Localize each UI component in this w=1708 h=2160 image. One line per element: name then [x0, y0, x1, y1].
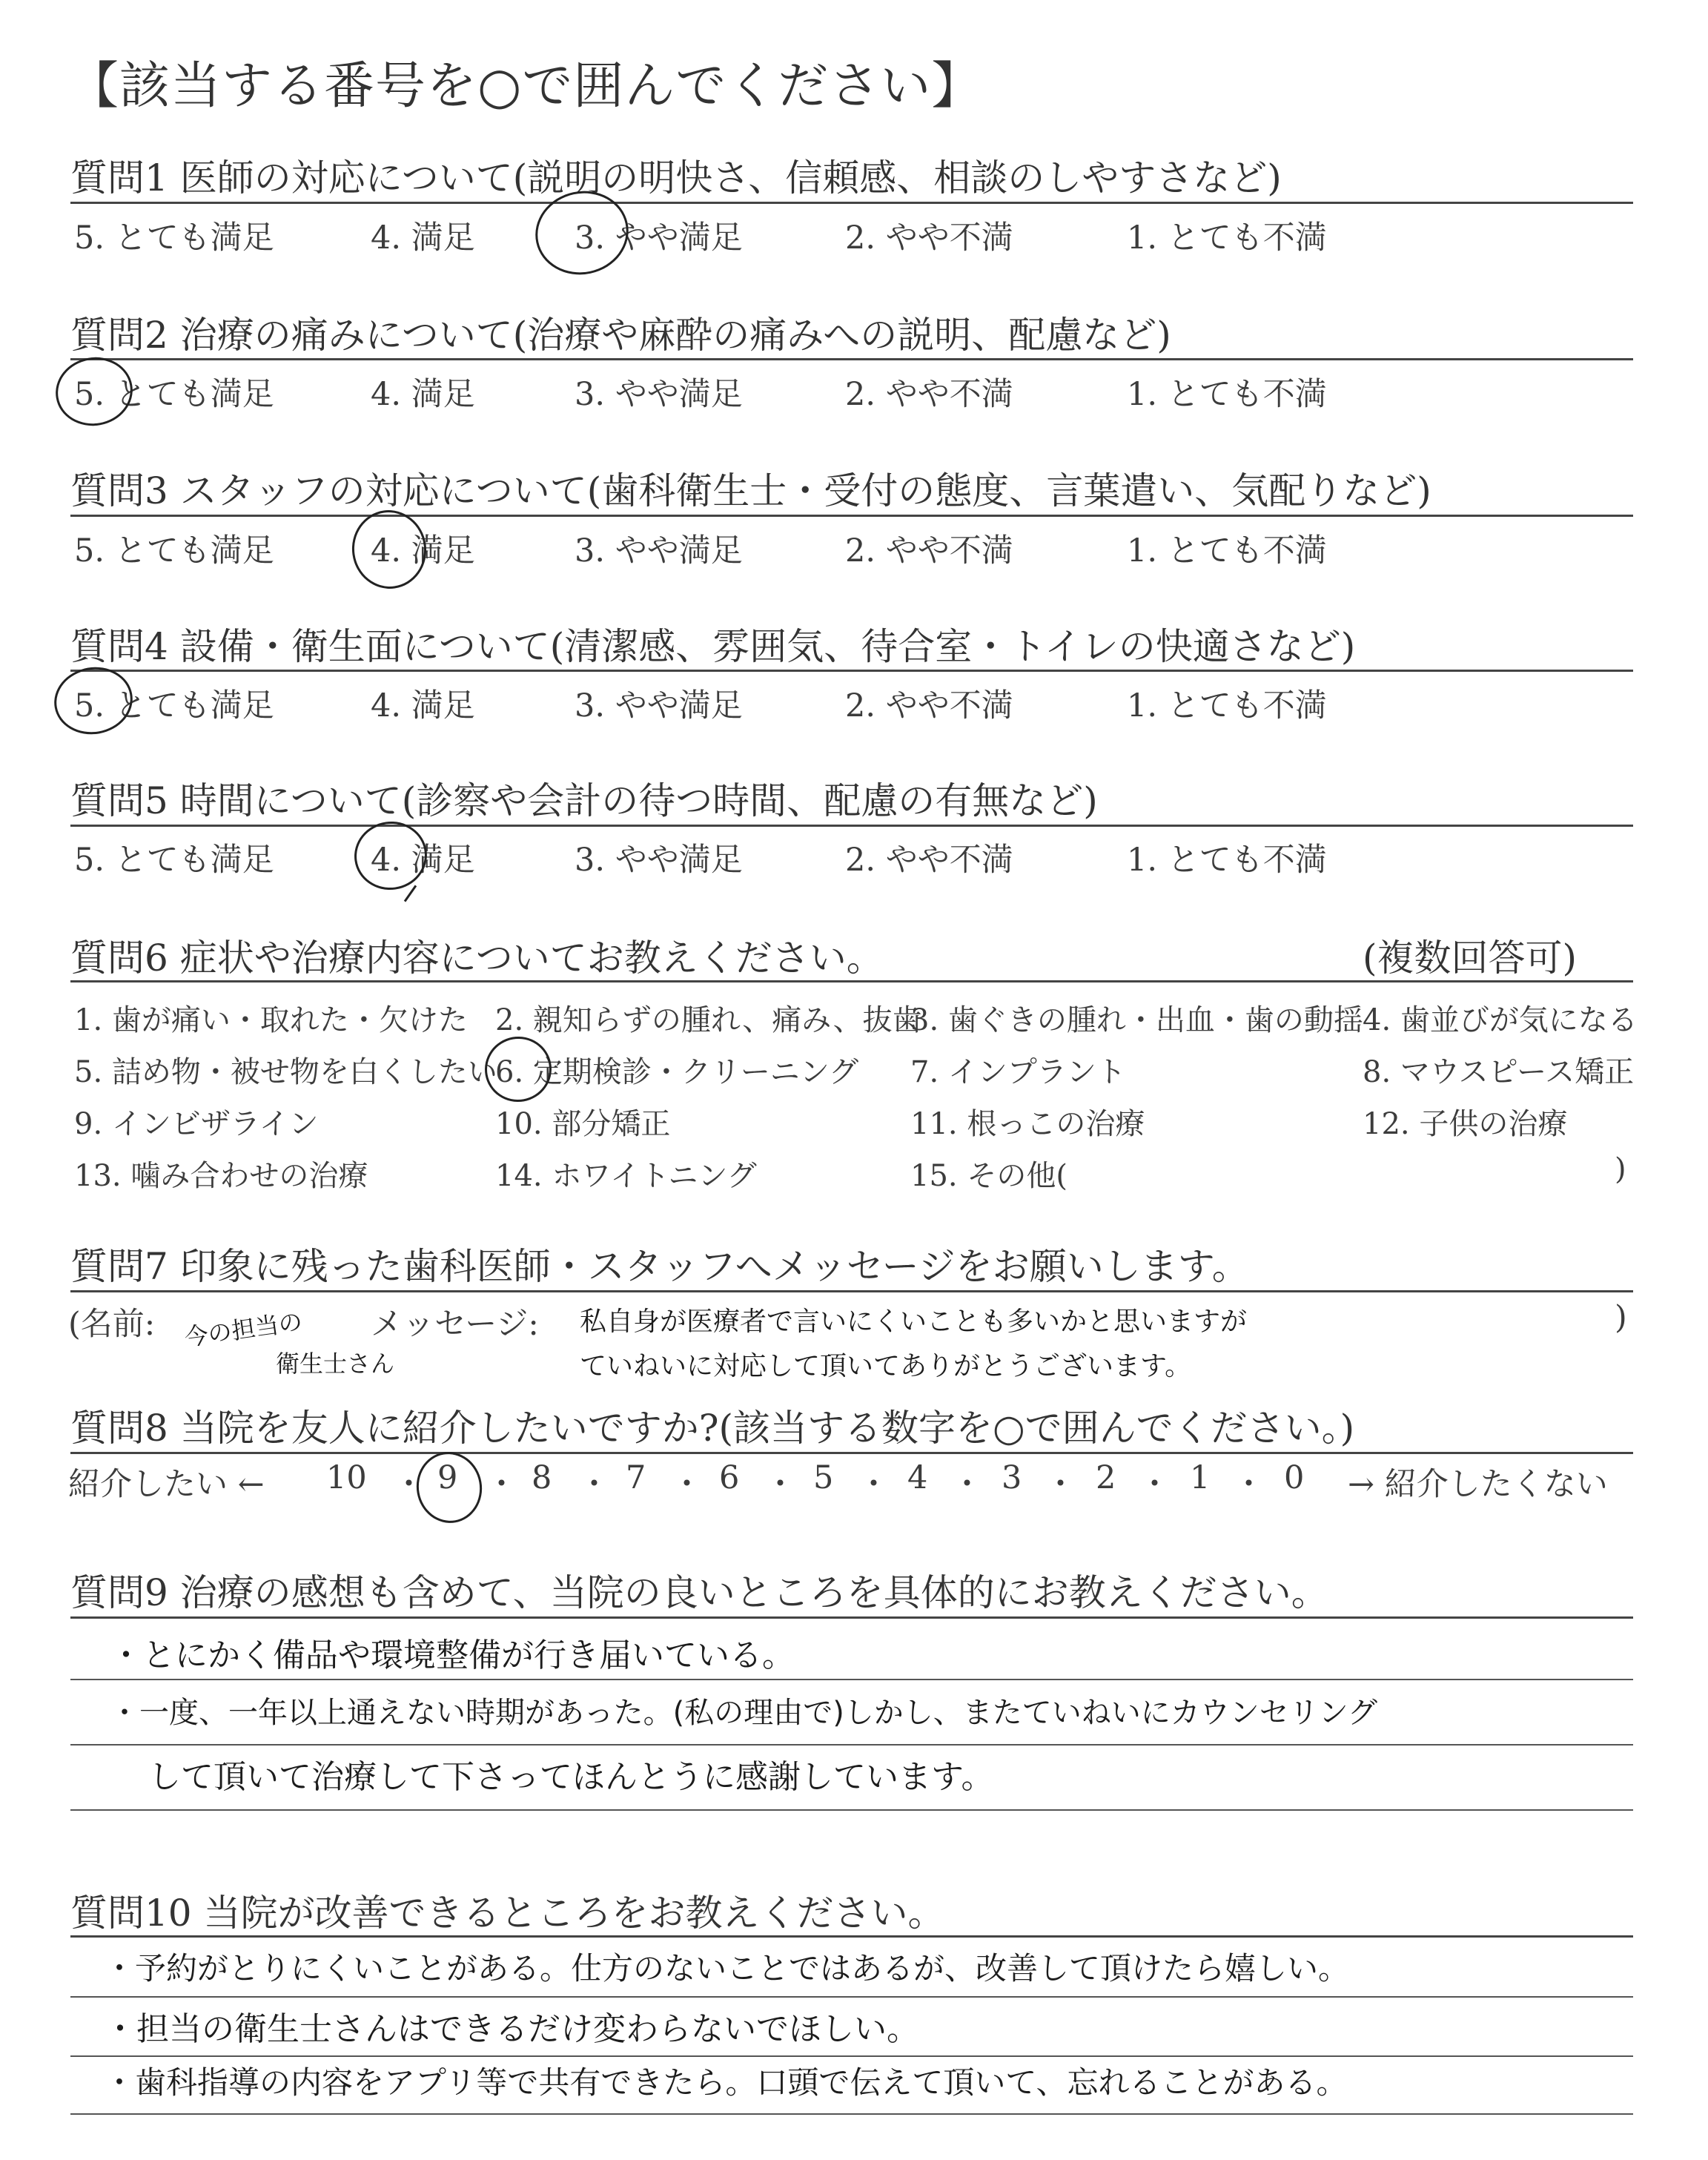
q2-option-1[interactable]: 1. とても不満: [1127, 376, 1327, 413]
q8-option-3[interactable]: 3: [1002, 1459, 1022, 1496]
q5-option-2[interactable]: 2. やや不満: [845, 842, 1013, 879]
q6-option-7[interactable]: 7. インプラント: [910, 1055, 1126, 1089]
question-5-rule: [70, 825, 1633, 827]
question-7-rule: [70, 1290, 1633, 1292]
question-8-rule: [70, 1452, 1633, 1454]
q7-message-line-1[interactable]: 私自身が医療者で言いにくいことも多いかと思いますが: [580, 1307, 1248, 1337]
question-9-rule: [70, 1616, 1633, 1619]
q1-option-2[interactable]: 2. やや不満: [845, 219, 1013, 257]
q8-separator: ・: [578, 1466, 610, 1503]
q1-option-4[interactable]: 4. 満足: [371, 219, 475, 257]
q8-option-0[interactable]: 0: [1284, 1459, 1305, 1496]
q6-option-9[interactable]: 9. インビザライン: [74, 1107, 319, 1141]
q10-answer-line-2[interactable]: ・担当の衛生士さんはできるだけ変わらないでほしい。: [104, 2010, 919, 2048]
q8-separator: ・: [1233, 1466, 1265, 1503]
q8-separator: ・: [486, 1466, 517, 1503]
q6-option-12[interactable]: 12. 子供の治療: [1363, 1107, 1568, 1141]
q2-option-5[interactable]: 5. とても満足: [74, 376, 274, 413]
q8-separator: ・: [393, 1466, 425, 1503]
q7-close-paren: ): [1615, 1299, 1627, 1336]
q8-option-10[interactable]: 10: [326, 1459, 367, 1496]
q8-option-9[interactable]: 9: [437, 1459, 458, 1496]
q9-answer-rule-1: [70, 1679, 1633, 1680]
q4-option-3[interactable]: 3. やや満足: [575, 687, 743, 724]
question-1-label: 質問1 医師の対応について(説明の明快さ、信頼感、相談のしやすさなど): [70, 156, 1282, 199]
question-8-label: 質問8 当院を友人に紹介したいですか?(該当する数字を○で囲んでください。): [70, 1407, 1355, 1450]
q8-option-1[interactable]: 1: [1190, 1459, 1211, 1496]
q6-option-11[interactable]: 11. 根っこの治療: [910, 1107, 1145, 1141]
q8-separator: ・: [671, 1466, 703, 1503]
q8-separator: ・: [1045, 1466, 1076, 1503]
q3-option-4[interactable]: 4. 満足: [371, 532, 475, 569]
q6-selection-circle: [480, 1031, 557, 1107]
question-3-rule: [70, 515, 1633, 517]
question-6-note: (複数回答可): [1363, 937, 1578, 980]
q6-option-13[interactable]: 13. 噛み合わせの治療: [74, 1159, 368, 1193]
question-3-label: 質問3 スタッフの対応について(歯科衛生士・受付の態度、言葉遣い、気配りなど): [70, 469, 1431, 512]
q6-option-15-close: ): [1615, 1152, 1626, 1186]
q10-answer-line-1[interactable]: ・予約がとりにくいことがある。仕方のないことではあるが、改善して頂けたら嬉しい。: [104, 1950, 1350, 1986]
question-6-label: 質問6 症状や治療内容についてお教えください。: [70, 937, 884, 980]
q8-right-label: → 紹介したくない: [1348, 1466, 1608, 1503]
q10-answer-line-3[interactable]: ・歯科指導の内容をアプリ等で共有できたら。口頭で伝えて頂いて、忘れることがある。: [104, 2064, 1348, 2101]
q8-option-2[interactable]: 2: [1096, 1459, 1116, 1496]
q6-option-2[interactable]: 2. 親知らずの腫れ、痛み、抜歯: [495, 1003, 922, 1037]
q6-option-1[interactable]: 1. 歯が痛い・取れた・欠けた: [74, 1003, 468, 1037]
q4-option-5[interactable]: 5. とても満足: [74, 687, 274, 724]
q9-answer-line-2[interactable]: ・一度、一年以上通えない時期があった。(私の理由で)しかし、またていねいにカウンセリング: [110, 1696, 1378, 1730]
q4-option-4[interactable]: 4. 満足: [371, 687, 475, 724]
q7-name-value-line-2[interactable]: 衛生士さん: [276, 1350, 395, 1378]
q7-name-value-line-1[interactable]: 今の担当の: [182, 1307, 305, 1352]
q4-selection-circle: [49, 661, 138, 740]
q6-option-14[interactable]: 14. ホワイトニング: [495, 1159, 757, 1193]
question-10-rule: [70, 1935, 1633, 1938]
question-7-label: 質問7 印象に残った歯科医師・スタッフへメッセージをお願いします。: [70, 1245, 1249, 1288]
q1-option-5[interactable]: 5. とても満足: [74, 219, 274, 257]
question-2-rule: [70, 358, 1633, 360]
question-2-label: 質問2 治療の痛みについて(治療や麻酔の痛みへの説明、配慮など): [70, 314, 1171, 357]
q6-option-8[interactable]: 8. マウスピース矯正: [1363, 1055, 1635, 1089]
q4-option-1[interactable]: 1. とても不満: [1127, 687, 1327, 724]
q9-answer-rule-3: [70, 1809, 1633, 1811]
q2-option-4[interactable]: 4. 満足: [371, 376, 475, 413]
question-4-label: 質問4 設備・衛生面について(清潔感、雰囲気、待合室・トイレの快適さなど): [70, 625, 1356, 668]
q7-name-label: (名前:: [68, 1306, 156, 1343]
question-4-rule: [70, 670, 1633, 672]
q8-option-7[interactable]: 7: [626, 1459, 646, 1496]
q3-option-5[interactable]: 5. とても満足: [74, 532, 274, 569]
q1-option-3[interactable]: 3. やや満足: [575, 219, 743, 257]
q8-left-label: 紹介したい ←: [68, 1466, 265, 1503]
q6-option-15[interactable]: 15. その他(: [910, 1159, 1068, 1193]
q5-selection-tick: [404, 885, 417, 902]
q10-answer-rule-3: [70, 2113, 1633, 2115]
q8-option-8[interactable]: 8: [532, 1459, 552, 1496]
q5-option-4[interactable]: 4. 満足: [371, 842, 475, 879]
page-title: 【該当する番号を○で囲んでください】: [68, 57, 983, 116]
q8-option-5[interactable]: 5: [813, 1459, 834, 1496]
q3-option-2[interactable]: 2. やや不満: [845, 532, 1013, 569]
q4-option-2[interactable]: 2. やや不満: [845, 687, 1013, 724]
q8-separator: ・: [951, 1466, 983, 1503]
q10-answer-rule-1: [70, 1996, 1633, 1998]
q8-separator: ・: [858, 1466, 890, 1503]
q6-option-10[interactable]: 10. 部分矯正: [495, 1107, 671, 1141]
q5-option-1[interactable]: 1. とても不満: [1127, 842, 1327, 879]
q6-option-3[interactable]: 3. 歯ぐきの腫れ・出血・歯の動揺: [910, 1003, 1363, 1037]
q8-option-4[interactable]: 4: [907, 1459, 928, 1496]
q2-selection-circle: [50, 351, 138, 432]
q9-answer-rule-2: [70, 1744, 1633, 1745]
q1-option-1[interactable]: 1. とても不満: [1127, 219, 1327, 257]
q8-separator: ・: [1139, 1466, 1171, 1503]
q7-message-label: メッセージ:: [371, 1306, 539, 1343]
question-9-label: 質問9 治療の感想も含めて、当院の良いところを具体的にお教えください。: [70, 1571, 1328, 1614]
q6-option-4[interactable]: 4. 歯並びが気になる: [1363, 1003, 1638, 1037]
q5-option-5[interactable]: 5. とても満足: [74, 842, 274, 879]
question-6-rule: [70, 980, 1633, 982]
question-10-label: 質問10 当院が改善できるところをお教えください。: [70, 1892, 945, 1935]
q3-option-1[interactable]: 1. とても不満: [1127, 532, 1327, 569]
q5-selection-circle: [350, 817, 431, 895]
q10-answer-rule-2: [70, 2055, 1633, 2057]
q9-answer-line-3[interactable]: して頂いて治療して下さってほんとうに感謝しています。: [148, 1758, 994, 1796]
q6-option-5[interactable]: 5. 詰め物・被せ物を白くしたい: [74, 1055, 497, 1089]
question-5-label: 質問5 時間について(診察や会計の待つ時間、配慮の有無など): [70, 779, 1098, 822]
q8-option-6[interactable]: 6: [719, 1459, 740, 1496]
question-1-rule: [70, 202, 1633, 204]
q7-message-line-2[interactable]: ていねいに対応して頂いてありがとうございます。: [580, 1351, 1192, 1381]
q2-option-3[interactable]: 3. やや満足: [575, 376, 743, 413]
q3-option-3[interactable]: 3. やや満足: [575, 532, 743, 569]
q8-separator: ・: [764, 1466, 796, 1503]
q2-option-2[interactable]: 2. やや不満: [845, 376, 1013, 413]
q3-selection-circle: [347, 506, 431, 594]
q5-option-3[interactable]: 3. やや満足: [575, 842, 743, 879]
q9-answer-line-1[interactable]: ・とにかく備品や環境整備が行き届いている。: [110, 1636, 795, 1674]
q6-option-6[interactable]: 6. 定期検診・クリーニング: [495, 1055, 859, 1089]
